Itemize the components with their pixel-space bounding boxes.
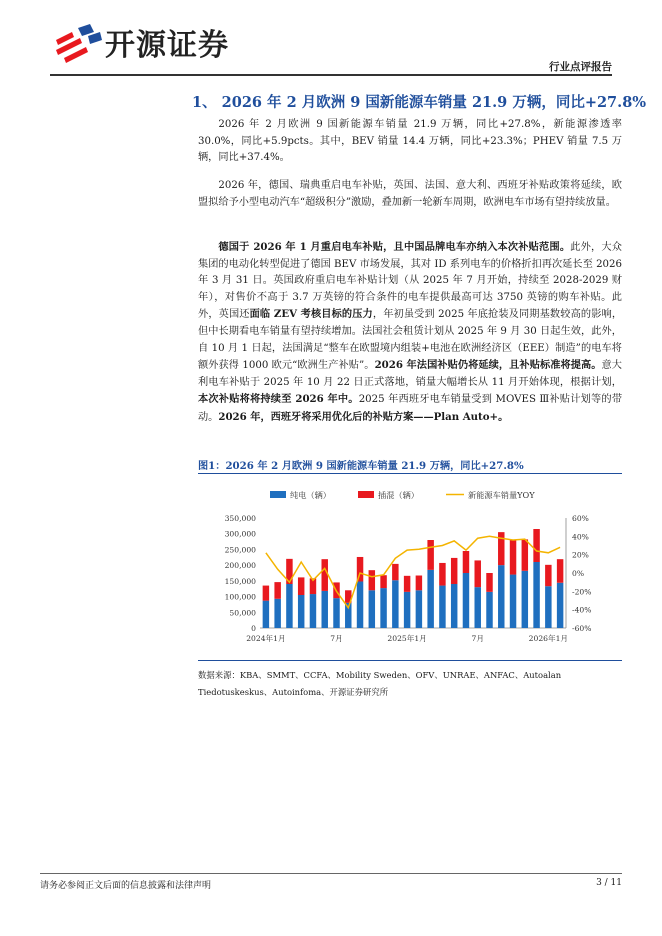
- bar-bev: [474, 587, 480, 628]
- legend-swatch-phev: [358, 491, 374, 498]
- right-axis-tick-label: 40%: [572, 532, 589, 542]
- x-axis-tick-label: 2025年1月: [387, 634, 427, 643]
- footer-disclaimer: 请务必参阅正文后面的信息披露和法律声明: [40, 881, 212, 891]
- bar-bev: [298, 595, 304, 628]
- left-axis-tick-label: 100,000: [224, 592, 256, 602]
- left-axis-tick-label: 0: [251, 624, 256, 633]
- bar-phev: [463, 551, 469, 573]
- left-axis-tick-label: 250,000: [224, 545, 256, 555]
- left-axis-tick-label: 350,000: [224, 514, 256, 523]
- bar-phev: [486, 573, 492, 592]
- bar-bev: [357, 581, 363, 628]
- x-axis-tick-label: 2026年1月: [528, 634, 569, 643]
- right-axis-tick-label: -60%: [572, 624, 592, 633]
- bar-bev: [427, 570, 433, 628]
- figure-title: 图1：2026 年 2 月欧洲 9 国新能源车销量 21.9 万辆，同比+27.8%: [198, 460, 524, 472]
- x-axis-tick-label: 7月: [471, 634, 484, 643]
- bar-phev: [380, 575, 386, 588]
- bar-bev: [439, 586, 445, 628]
- bar-bev: [416, 590, 422, 628]
- bar-bev: [274, 599, 280, 628]
- x-axis-tick-label: 2024年1月: [246, 634, 286, 643]
- bar-phev: [510, 540, 516, 575]
- bar-bev: [486, 592, 492, 628]
- left-axis-tick-label: 50,000: [229, 608, 256, 618]
- paragraph-3: [198, 239, 622, 427]
- sales-chart: [198, 478, 622, 658]
- header-divider: [50, 74, 612, 76]
- legend-label-yoy: 新能源车销量YOY: [468, 490, 535, 500]
- bar-bev: [369, 590, 375, 628]
- right-axis-tick-label: 60%: [572, 514, 589, 523]
- bar-bev: [310, 594, 316, 628]
- p3-bold-2: 面临 ZEV 考核目标的压力: [249, 308, 373, 321]
- p3-bold-4: 本次补贴将将持续至 2026 年中。: [198, 393, 359, 406]
- x-axis-tick-label: 7月: [330, 634, 343, 643]
- report-type: 行业点评报告: [549, 61, 612, 73]
- bar-bev: [333, 598, 339, 628]
- p3-bold-3: 2026 年法国补贴仍将延续，且补贴标准将提高。: [374, 359, 602, 372]
- figure-top-rule: [198, 473, 622, 474]
- p3-bold-1: 德国于 2026 年 1 月重启电车补贴，且中国品牌电车亦纳入本次补贴范围。: [218, 241, 571, 253]
- bar-bev: [392, 580, 398, 628]
- figure-source: 数据来源：KBA、SMMT、CCFA、Mobility Sweden、OFV、UNRAE、ANFAC、Autoalan Tiedotuskeskus、Autoinfoma、开源证券研究所: [198, 670, 562, 697]
- right-axis-tick-label: -20%: [572, 587, 592, 597]
- bar-bev: [533, 562, 539, 628]
- bar-phev: [298, 577, 304, 595]
- bar-phev: [545, 565, 551, 586]
- p3-text-2: ，年初虽受到 2025 年底抢装及同期基数较高的影响，但中长期看电车销量有望持续增加。法国社会租赁计划从 2025 年 9 月 30 日起生效，此外，自 10 月 1 日起，法国满足“整车在欧盟境内组装+电池在欧洲经济区（EEE）制造”的电车将额外获得 1000 欧元“欧洲生产补贴”。: [198, 309, 623, 372]
- bar-phev: [451, 558, 457, 584]
- bar-phev: [533, 529, 539, 562]
- right-axis-tick-label: 20%: [572, 550, 589, 560]
- right-axis-tick-label: 0%: [572, 569, 585, 578]
- p3-bold-5: 2026 年，西班牙将采用优化后的补贴方案——Plan Auto+。: [218, 410, 509, 423]
- bar-bev: [380, 588, 386, 628]
- left-axis-tick-label: 150,000: [224, 576, 256, 586]
- bar-phev: [416, 576, 422, 591]
- p3-text-4: 2025 年西班牙电车销量受到 MOVES Ⅲ补贴计划等的带动。: [198, 394, 623, 423]
- bar-phev: [369, 570, 375, 590]
- bar-phev: [263, 586, 269, 601]
- left-axis-tick-label: 200,000: [224, 561, 256, 571]
- bar-phev: [392, 564, 398, 580]
- bar-phev: [474, 560, 480, 587]
- bar-bev: [557, 583, 563, 628]
- bar-bev: [498, 565, 504, 628]
- bar-bev: [321, 591, 327, 628]
- bar-bev: [510, 575, 516, 628]
- bar-phev: [439, 563, 445, 586]
- page-number: 3 / 11: [596, 878, 622, 888]
- figure-bottom-rule: [198, 660, 622, 661]
- section-title: 1、 2026 年 2 月欧洲 9 国新能源车销量 21.9 万辆，同比+27.8%: [192, 94, 647, 111]
- legend-label-bev: 纯电（辆）: [290, 490, 331, 500]
- bar-phev: [522, 539, 528, 570]
- bar-bev: [404, 592, 410, 628]
- p3-text-1: 此外，大众集团的电动化转型促进了德国 BEV 市场发展，其对 ID 系列电车的价格折扣再次延长至 2026 年 3 月 31 日。英国政府重启电车补贴计划（从 2025 年 7 月开始，持续至 2028-2029 财年），对售价不高于 3.7 万英镑的符合条件的电车提供最高可达 3750 英镑的购车补贴。此外，英国还: [198, 242, 622, 321]
- paragraph-1: 2026 年 2 月欧洲 9 国新能源车销量 21.9 万辆，同比+27.8%，新能源渗透率 30.0%，同比+5.9pcts。其中，BEV 销量 14.4 万辆，同比+23.3%；PHEV 销量 7.5 万辆，同比+37.4%。: [198, 119, 622, 164]
- bar-bev: [522, 571, 528, 628]
- bar-bev: [286, 584, 292, 628]
- bar-phev: [404, 576, 410, 592]
- right-axis-tick-label: -40%: [572, 605, 592, 615]
- bar-phev: [321, 559, 327, 591]
- legend-swatch-bev: [270, 491, 286, 498]
- p3-text-3: 意大利电车补贴于 2025 年 10 月 22 日正式落地，销量大幅增长从 11 月开始体现，根据计划，: [198, 360, 622, 388]
- company-name: 开源证券: [105, 28, 229, 63]
- left-axis-tick-label: 300,000: [224, 529, 256, 539]
- bar-phev: [557, 559, 563, 583]
- bar-phev: [427, 540, 433, 570]
- bar-bev: [263, 601, 269, 628]
- bar-bev: [463, 573, 469, 628]
- bar-bev: [451, 584, 457, 628]
- legend-label-phev: 插混（辆）: [378, 490, 419, 500]
- bar-phev: [274, 582, 280, 599]
- paragraph-2: 2026 年，德国、瑞典重启电车补贴，英国、法国、意大利、西班牙补贴政策将延续，欧盟拟给予小型电动汽车“超级积分”激励，叠加新一轮新车周期，欧洲电车市场有望持续放量。: [198, 180, 622, 208]
- bar-bev: [545, 586, 551, 628]
- footer-divider: [40, 873, 622, 874]
